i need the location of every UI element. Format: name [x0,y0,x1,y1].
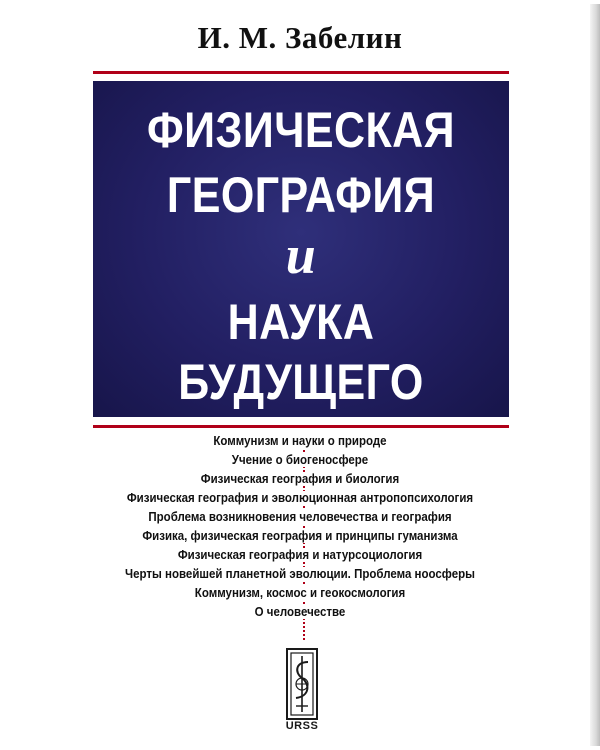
publisher-logo-icon [286,648,318,720]
title-line-4: НАУКА [227,294,375,350]
contents-list [0,432,600,622]
contents-item: Физическая география и натурсоциология [177,548,423,562]
publisher-name: URSS [285,720,319,732]
title-line-2: ГЕОГРАФИЯ [166,167,436,223]
contents-item: Учение о биогеносфере [231,453,369,467]
contents-item: Физика, физическая география и принципы гуманизма [142,529,458,543]
cover-edge-shadow [590,4,600,746]
contents-item: Коммунизм, космос и геокосмология [194,586,406,600]
author-name: И. М. Забелин [197,20,403,55]
title-block [93,81,509,417]
contents-item: Физическая география и биология [200,472,400,486]
title-line-1: ФИЗИЧЕСКАЯ [147,102,455,158]
contents-item: О человечестве [254,605,346,619]
contents-item: Коммунизм и науки о природе [213,434,387,448]
title-conjunction: и [285,225,317,285]
contents-item: Физическая география и эволюционная антропопсихология [126,491,474,505]
contents-item: Проблема возникновения человечества и география [148,510,452,524]
contents-item: Черты новейшей планетной эволюции. Проблема ноосферы [125,567,475,581]
bottom-red-rule [93,425,509,428]
title-line-5: БУДУЩЕГО [178,354,424,410]
top-red-rule [93,71,509,74]
